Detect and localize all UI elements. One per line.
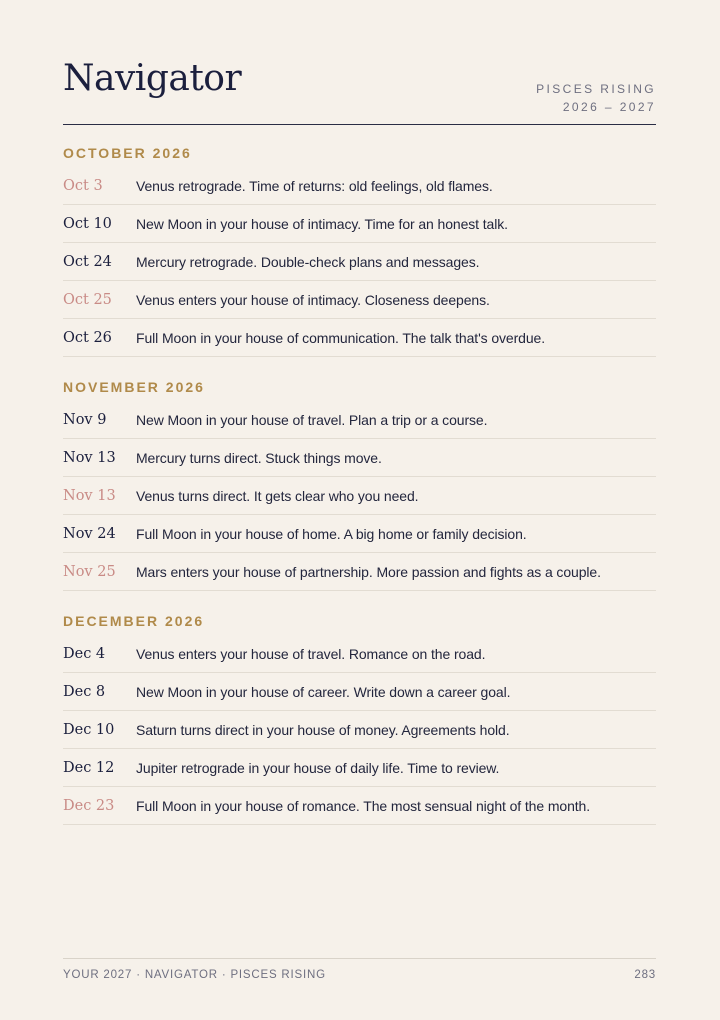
event-row	[63, 319, 656, 357]
event-date: Dec 8	[63, 683, 106, 700]
event-description: New Moon in your house of career. Write down a career goal.	[136, 683, 511, 700]
event-date: Dec 23	[63, 797, 115, 814]
event-description: Venus enters your house of travel. Romance on the road.	[136, 645, 486, 662]
page	[63, 0, 656, 1020]
event-description: Full Moon in your house of communication. The talk that's overdue.	[136, 329, 546, 346]
footer-running-title: YOUR 2027 · NAVIGATOR · PISCES RISING	[63, 969, 326, 981]
event-row	[63, 515, 656, 553]
event-date: Nov 9	[63, 411, 107, 428]
event-description: Mercury turns direct. Stuck things move.	[136, 449, 382, 466]
event-date: Nov 25	[63, 563, 116, 580]
event-row	[63, 167, 656, 205]
event-date: Oct 26	[63, 329, 112, 346]
subtitle-years: 2026 – 2027	[562, 100, 656, 114]
event-description: Jupiter retrograde in your house of daily life. Time to review.	[136, 759, 500, 776]
event-description: New Moon in your house of travel. Plan a trip or a course.	[136, 411, 488, 428]
event-row	[63, 787, 656, 825]
page-title: Navigator	[63, 58, 242, 99]
event-date: Dec 12	[63, 759, 115, 776]
month-section	[63, 377, 656, 591]
event-row	[63, 673, 656, 711]
event-date: Nov 13	[63, 449, 116, 466]
event-row	[63, 553, 656, 591]
event-date: Oct 25	[63, 291, 112, 308]
event-description: Saturn turns direct in your house of money. Agreements hold.	[136, 721, 510, 738]
event-row	[63, 401, 656, 439]
event-date: Dec 10	[63, 721, 115, 738]
event-description: Mercury retrograde. Double-check plans and messages.	[136, 253, 480, 270]
event-row	[63, 749, 656, 787]
event-description: Venus turns direct. It gets clear who you need.	[136, 487, 419, 504]
event-row	[63, 635, 656, 673]
event-date: Dec 4	[63, 645, 106, 662]
month-heading: NOVEMBER 2026	[63, 379, 205, 395]
event-row	[63, 711, 656, 749]
page-header	[63, 58, 656, 125]
event-date: Oct 24	[63, 253, 112, 270]
page-number: 283	[634, 969, 656, 981]
event-date: Nov 24	[63, 525, 116, 542]
event-row	[63, 477, 656, 515]
month-section	[63, 611, 656, 825]
event-description: Venus enters your house of intimacy. Closeness deepens.	[136, 291, 490, 308]
month-heading: DECEMBER 2026	[63, 613, 205, 629]
event-row	[63, 243, 656, 281]
event-description: New Moon in your house of intimacy. Time for an honest talk.	[136, 215, 508, 232]
event-description: Mars enters your house of partnership. More passion and fights as a couple.	[136, 563, 601, 580]
event-description: Full Moon in your house of romance. The most sensual night of the month.	[136, 797, 591, 814]
subtitle-sign: PISCES RISING	[536, 82, 656, 96]
event-row	[63, 439, 656, 477]
month-heading: OCTOBER 2026	[63, 145, 192, 161]
month-list	[63, 143, 656, 825]
page-footer	[63, 958, 656, 981]
event-date: Oct 3	[63, 177, 103, 194]
event-row	[63, 205, 656, 243]
event-row	[63, 281, 656, 319]
event-date: Oct 10	[63, 215, 112, 232]
page-subtitle	[536, 80, 656, 116]
event-description: Venus retrograde. Time of returns: old feelings, old flames.	[136, 177, 493, 194]
event-description: Full Moon in your house of home. A big home or family decision.	[136, 525, 527, 542]
event-date: Nov 13	[63, 487, 116, 504]
month-section	[63, 143, 656, 357]
